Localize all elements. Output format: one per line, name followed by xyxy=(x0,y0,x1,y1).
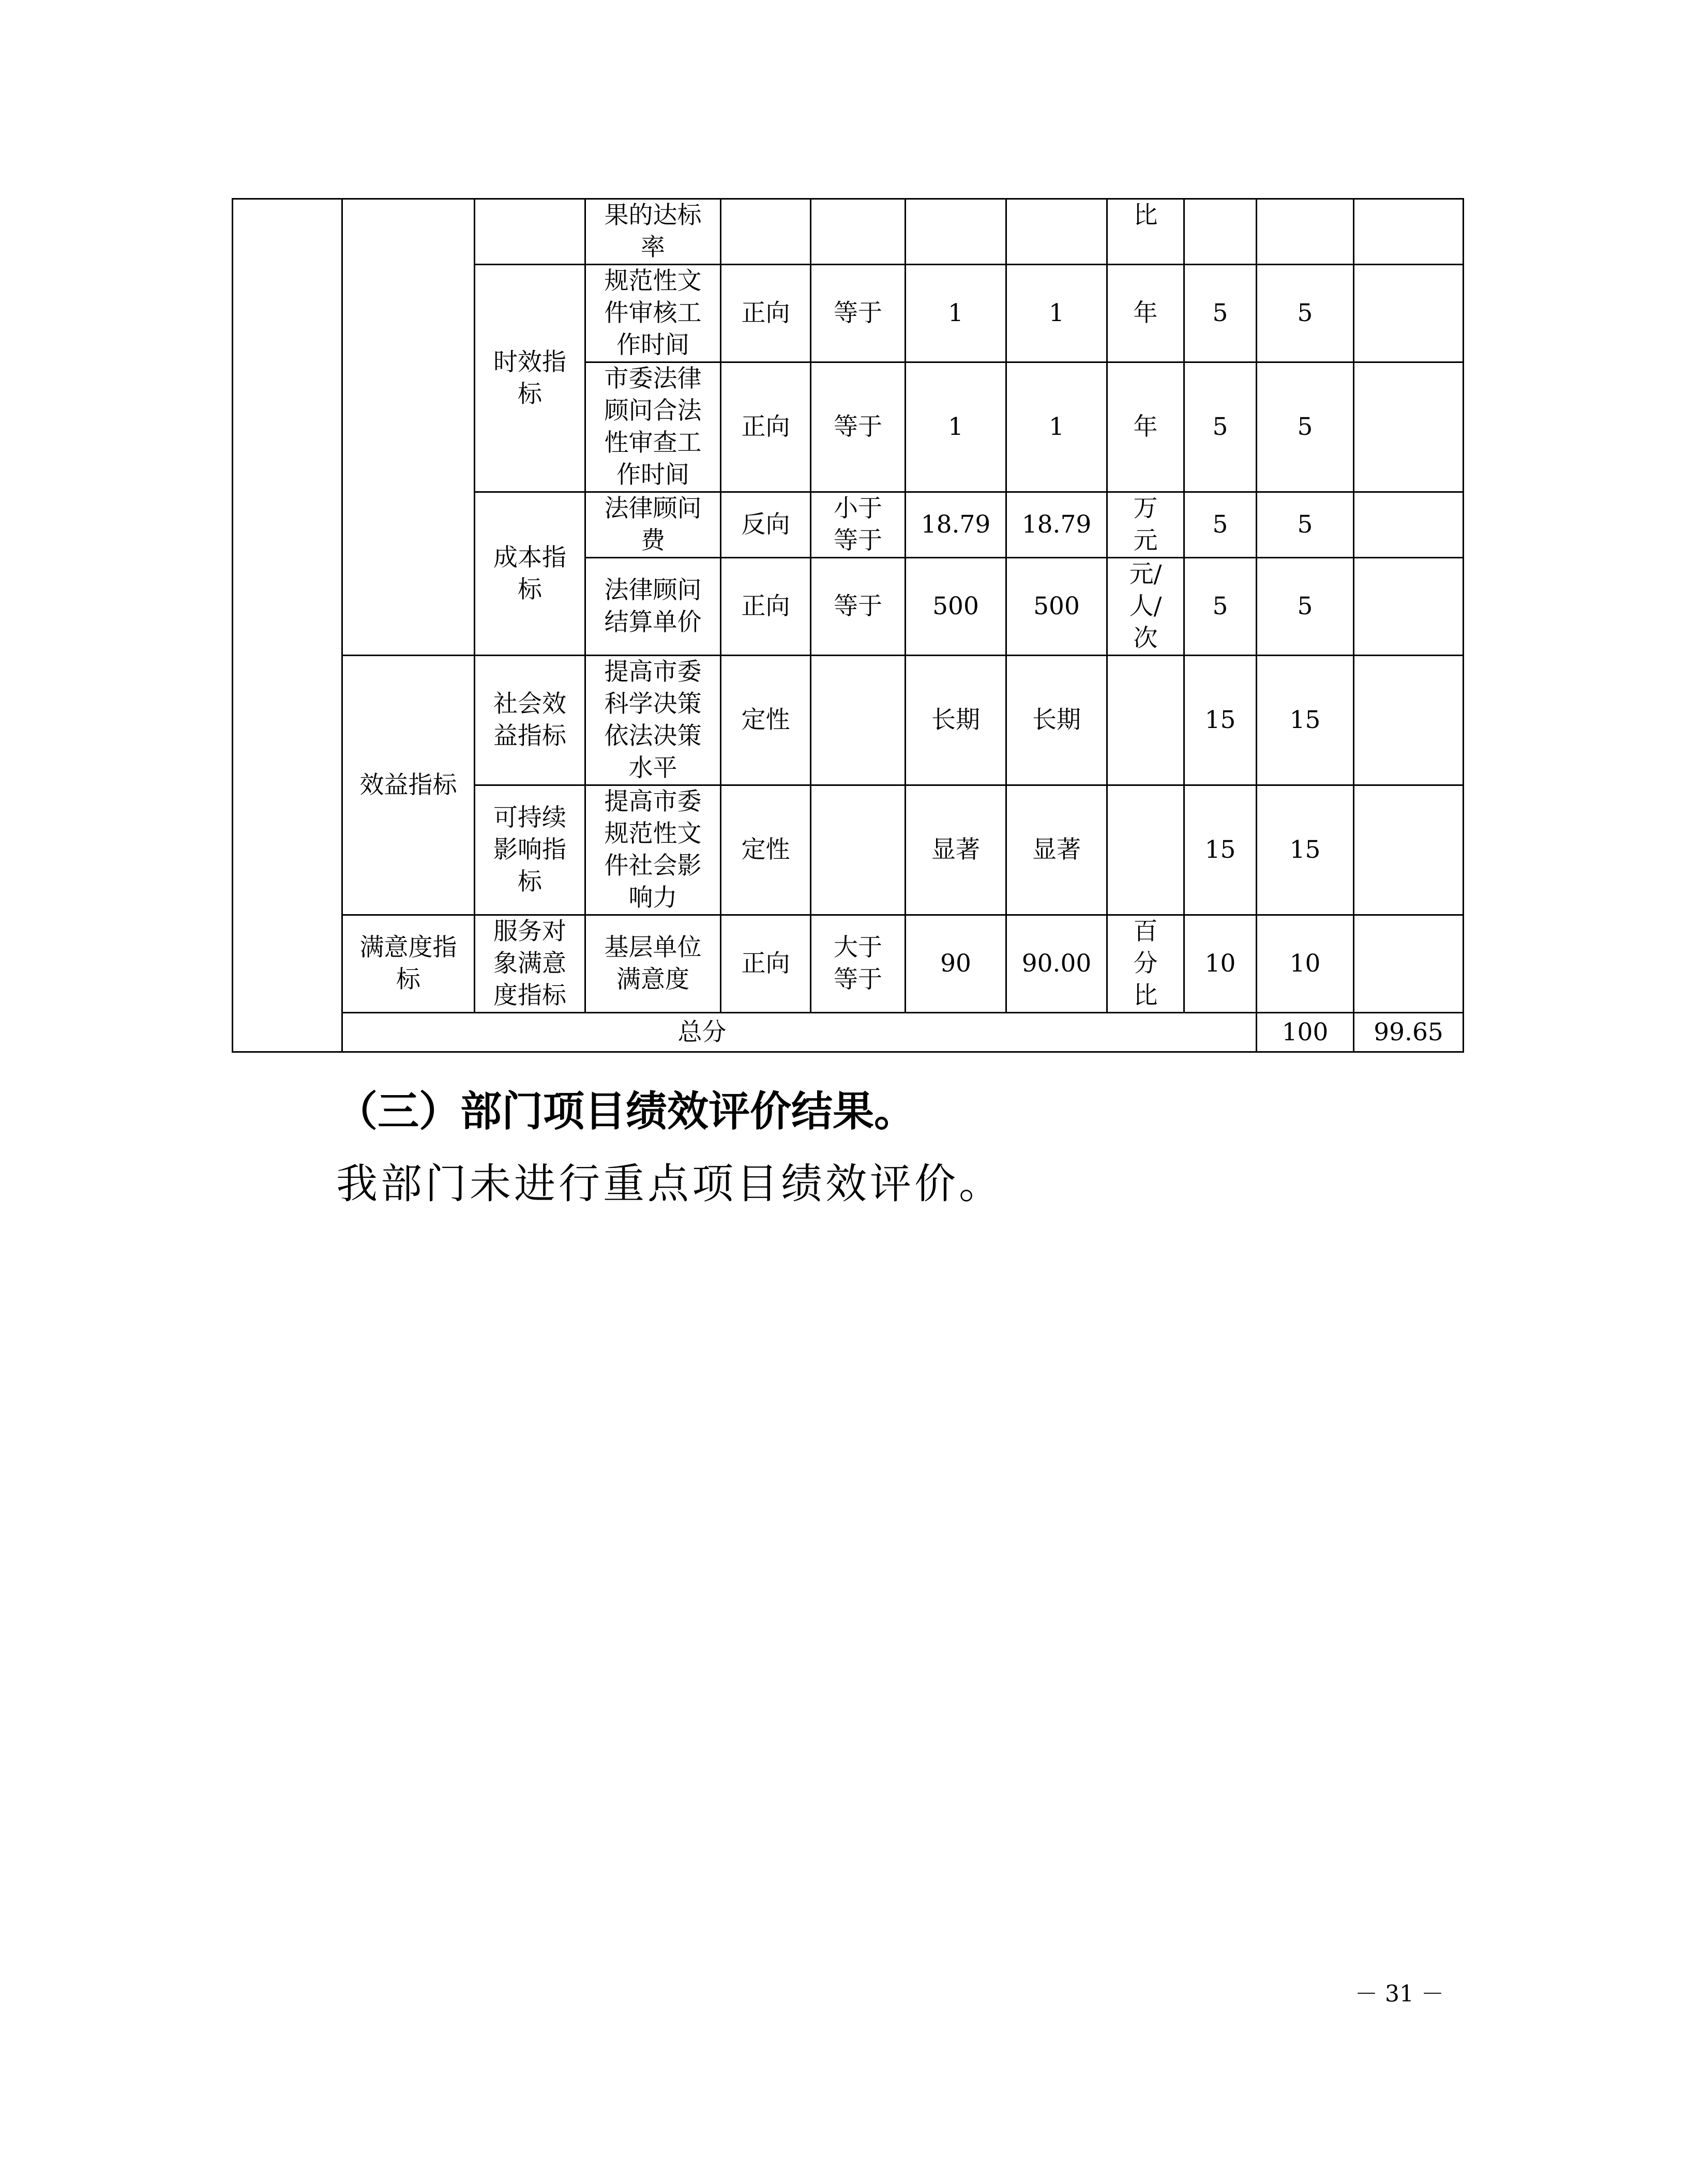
level2-empty-cell xyxy=(475,199,585,265)
target-cell: 18.79 xyxy=(906,492,1006,558)
score-cell: 5 xyxy=(1257,558,1354,656)
score-cell: 10 xyxy=(1257,915,1354,1013)
score-cell: 5 xyxy=(1257,265,1354,362)
direction-cell: 定性 xyxy=(721,785,811,915)
actual-cell xyxy=(1006,199,1107,265)
comparison-cell xyxy=(811,785,906,915)
direction-cell: 反向 xyxy=(721,492,811,558)
weight-cell: 15 xyxy=(1184,785,1257,915)
indicator-cell: 法律顾问 费 xyxy=(585,492,721,558)
indicator-cell: 规范性文 件审核工 作时间 xyxy=(585,265,721,362)
unit-cell: 年 xyxy=(1107,265,1184,362)
social-benefit-label: 社会效 益指标 xyxy=(475,656,585,785)
unit-cell: 比 xyxy=(1107,199,1184,265)
remark-cell xyxy=(1354,785,1464,915)
indicator-cell: 基层单位 满意度 xyxy=(585,915,721,1013)
comparison-cell: 等于 xyxy=(811,558,906,656)
remark-cell xyxy=(1354,915,1464,1013)
benefit-indicator-label: 效益指标 xyxy=(342,656,475,915)
score-cell: 15 xyxy=(1257,656,1354,785)
weight-cell: 5 xyxy=(1184,362,1257,492)
comparison-cell: 等于 xyxy=(811,362,906,492)
target-cell: 1 xyxy=(906,265,1006,362)
level1-empty-cell xyxy=(342,199,475,656)
page-number: － 31 － xyxy=(1355,1981,1444,2007)
remark-cell xyxy=(1354,492,1464,558)
score-cell xyxy=(1257,199,1354,265)
score-cell: 15 xyxy=(1257,785,1354,915)
target-cell: 500 xyxy=(906,558,1006,656)
indicator-cell: 果的达标 率 xyxy=(585,199,721,265)
performance-table xyxy=(232,198,1464,1053)
sustainable-impact-label: 可持续 影响指 标 xyxy=(475,785,585,915)
target-cell: 显著 xyxy=(906,785,1006,915)
table-row xyxy=(233,199,1464,265)
score-cell: 5 xyxy=(1257,362,1354,492)
actual-cell: 1 xyxy=(1006,362,1107,492)
comparison-cell xyxy=(811,199,906,265)
remark-cell xyxy=(1354,362,1464,492)
actual-cell: 90.00 xyxy=(1006,915,1107,1013)
remark-cell xyxy=(1354,656,1464,785)
total-weight: 100 xyxy=(1257,1013,1354,1052)
indicator-cell: 提高市委 规范性文 件社会影 响力 xyxy=(585,785,721,915)
unit-cell: 元/ 人/ 次 xyxy=(1107,558,1184,656)
unit-cell: 万 元 xyxy=(1107,492,1184,558)
indicator-cell: 市委法律 顾问合法 性审查工 作时间 xyxy=(585,362,721,492)
weight-cell xyxy=(1184,199,1257,265)
satisfaction-indicator-label: 满意度指 标 xyxy=(342,915,475,1013)
unit-cell xyxy=(1107,785,1184,915)
indicator-cell: 法律顾问 结算单价 xyxy=(585,558,721,656)
table-row xyxy=(233,915,1464,1013)
remark-cell xyxy=(1354,199,1464,265)
remark-cell xyxy=(1354,265,1464,362)
comparison-cell: 等于 xyxy=(811,265,906,362)
cost-indicator-label: 成本指 标 xyxy=(475,492,585,656)
total-label: 总分 xyxy=(342,1013,1257,1052)
direction-cell: 正向 xyxy=(721,265,811,362)
unit-cell: 百 分 比 xyxy=(1107,915,1184,1013)
actual-cell: 显著 xyxy=(1006,785,1107,915)
total-row xyxy=(233,1013,1464,1052)
target-cell xyxy=(906,199,1006,265)
table-row xyxy=(233,656,1464,785)
comparison-cell: 小于 等于 xyxy=(811,492,906,558)
direction-cell: 正向 xyxy=(721,362,811,492)
actual-cell: 长期 xyxy=(1006,656,1107,785)
weight-cell: 5 xyxy=(1184,265,1257,362)
direction-cell: 正向 xyxy=(721,558,811,656)
body-paragraph: 我部门未进行重点项目绩效评价。 xyxy=(336,1160,1003,1208)
score-cell: 5 xyxy=(1257,492,1354,558)
total-score: 99.65 xyxy=(1354,1013,1464,1052)
remark-cell xyxy=(1354,558,1464,656)
outer-empty-cell xyxy=(233,199,342,1052)
actual-cell: 1 xyxy=(1006,265,1107,362)
direction-cell xyxy=(721,199,811,265)
unit-cell xyxy=(1107,656,1184,785)
target-cell: 90 xyxy=(906,915,1006,1013)
target-cell: 长期 xyxy=(906,656,1006,785)
direction-cell: 定性 xyxy=(721,656,811,785)
comparison-cell xyxy=(811,656,906,785)
timeliness-indicator-label: 时效指 标 xyxy=(475,265,585,492)
direction-cell: 正向 xyxy=(721,915,811,1013)
weight-cell: 10 xyxy=(1184,915,1257,1013)
service-satisfaction-label: 服务对 象满意 度指标 xyxy=(475,915,585,1013)
indicator-cell: 提高市委 科学决策 依法决策 水平 xyxy=(585,656,721,785)
unit-cell: 年 xyxy=(1107,362,1184,492)
weight-cell: 15 xyxy=(1184,656,1257,785)
weight-cell: 5 xyxy=(1184,558,1257,656)
comparison-cell: 大于 等于 xyxy=(811,915,906,1013)
weight-cell: 5 xyxy=(1184,492,1257,558)
actual-cell: 18.79 xyxy=(1006,492,1107,558)
actual-cell: 500 xyxy=(1006,558,1107,656)
section-heading: （三）部门项目绩效评价结果。 xyxy=(336,1087,915,1135)
target-cell: 1 xyxy=(906,362,1006,492)
